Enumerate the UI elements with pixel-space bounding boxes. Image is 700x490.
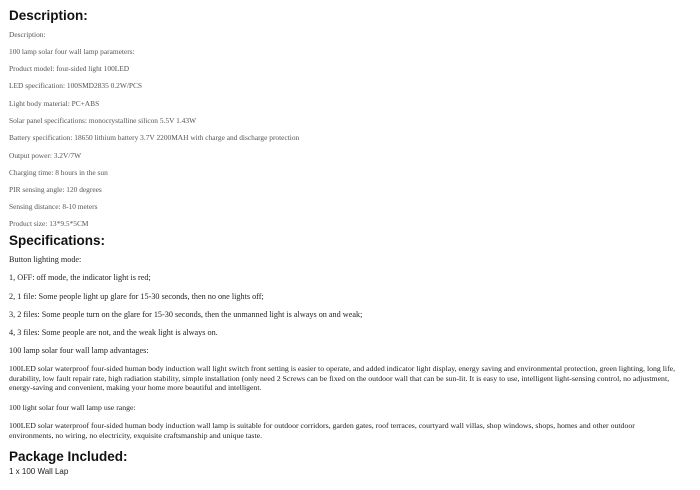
description-line: PIR sensing angle: 120 degrees [9,185,102,194]
description-line: Light body material: PC+ABS [9,99,100,108]
package-heading: Package Included: [9,449,128,464]
description-line: Product model: four-sided light 100LED [9,64,130,73]
specification-line: 100 lamp solar four wall lamp advantages: [9,346,149,355]
specification-line: 1, OFF: off mode, the indicator light is red; [9,273,151,282]
package-item: 1 x 100 Wall Lap [9,467,69,476]
description-line: Output power: 3.2V/7W [9,151,82,160]
description-line: Charging time: 8 hours in the sun [9,168,108,177]
description-line: Product size: 13*9.5*5CM [9,219,89,228]
description-line: Solar panel specifications: monocrystalline silicon 5.5V 1.43W [9,116,197,125]
specifications-heading: Specifications: [9,233,106,248]
description-line: 100 lamp solar four wall lamp parameters: [9,47,135,56]
description-line: LED specification: 100SMD2835 0.2W/PCS [9,81,143,90]
specification-line: 3, 2 files: Some people turn on the glare for 15-30 seconds, then the unmanned light is always on and weak; [9,310,363,319]
description-line: Description: [9,30,46,39]
description-line: Battery specification: 18650 lithium battery 3.7V 2200MAH with charge and discharge protection [9,133,300,142]
description-line: Sensing distance: 8-10 meters [9,202,98,211]
specification-line: Button lighting mode: [9,255,82,264]
specification-line: 2, 1 file: Some people light up glare for 15-30 seconds, then no one lights off; [9,292,264,301]
use-range-label: 100 light solar four wall lamp use range: [9,403,136,412]
advantages-paragraph: 100LED solar waterproof four-sided human body induction wall light switch front setting is easier to operate, and added indicator light display, energy saving and environmental protection, green lighting, long life, durability, low fault repair rate, high radiation stability, simple installation (only need 2 Screws can be fixed on the outdoor wall that can be sun-lit. It is easy to use, intelligent light-sensing control, no adjustment, energy-saving and convenient, making your home more beautiful and intelligent. [9,364,676,392]
description-heading: Description: [9,8,88,23]
specification-line: 4, 3 files: Some people are not, and the weak light is always on. [9,328,218,337]
use-range-paragraph: 100LED solar waterproof four-sided human body induction wall lamp is suitable for outdoor corridors, garden gates, roof terraces, courtyard wall villas, shop windows, shops, homes and other outdoor environments, no wiring, no electricity, exquisite craftsmanship and unique taste. [9,421,635,440]
